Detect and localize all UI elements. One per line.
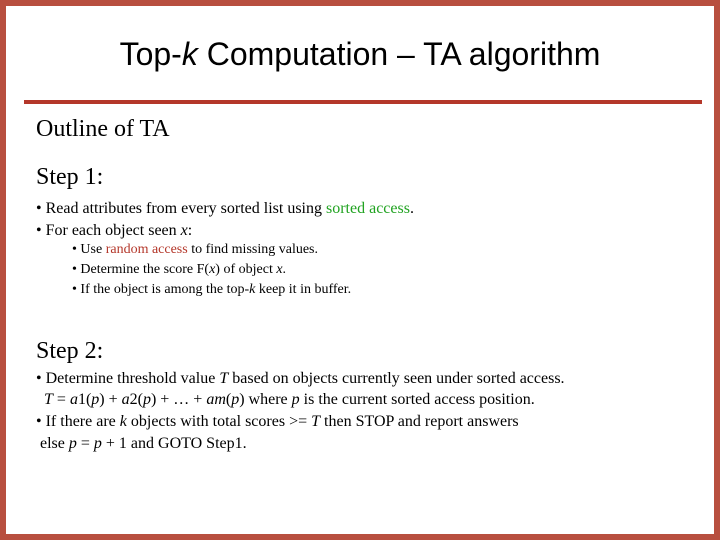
step1-sub-bullet-2: [72, 262, 286, 278]
var-a: a: [69, 391, 78, 408]
title-suffix: Computation – TA algorithm: [197, 36, 601, 72]
random-access-term: random access: [105, 242, 188, 257]
step1-sub-bullet-1: [72, 242, 318, 258]
outline-heading: Outline of TA: [36, 116, 170, 142]
var-x: x: [209, 262, 216, 277]
threshold-formula: [44, 391, 535, 409]
slide-title: [6, 34, 714, 74]
step1-bullet-1: [36, 200, 414, 218]
sub-bullet-3-text: • If the object is among the top-: [72, 282, 250, 297]
title-k: k: [181, 36, 198, 72]
else-text: else: [40, 435, 69, 452]
formula-part: =: [52, 391, 70, 408]
step2-bullet-1-text: • Determine threshold value: [36, 370, 220, 387]
formula-part: is the current sorted access position.: [299, 391, 535, 408]
step2-bullet-1-end: based on objects currently seen under sorted access.: [228, 370, 565, 387]
else-end: + 1 and GOTO Step1.: [101, 435, 247, 452]
var-am: am: [206, 391, 226, 408]
step1-heading: Step 1:: [36, 164, 104, 190]
else-clause: [40, 435, 247, 453]
sub-bullet-2-text: • Determine the score F(: [72, 262, 210, 277]
var-a: a: [121, 391, 130, 408]
step1-bullet-1-end: .: [409, 200, 414, 217]
var-k: k: [119, 413, 127, 430]
step2-bullet-1: [36, 370, 565, 388]
step2-bullet-2-text: • If there are: [36, 413, 120, 430]
sub-bullet-1-text: • Use: [72, 242, 106, 257]
var-x: x: [180, 222, 188, 239]
sorted-access-term: sorted access: [325, 200, 410, 217]
step1-bullet-2-text: • For each object seen: [36, 222, 181, 239]
var-p: p: [291, 391, 300, 408]
var-k: k: [249, 282, 256, 297]
var-p: p: [142, 391, 151, 408]
step2-bullet-2-end: then STOP and report answers: [320, 413, 519, 430]
step1-bullet-2-end: :: [187, 222, 193, 239]
sub-bullet-1-end: to find missing values.: [187, 242, 318, 257]
formula-part: 2(: [129, 391, 143, 408]
step1-bullet-1-text: • Read attributes from every sorted list using: [36, 200, 326, 217]
step2-heading: Step 2:: [36, 338, 104, 364]
var-T: T: [44, 391, 53, 408]
sub-bullet-2-mid: ) of object: [215, 262, 277, 277]
formula-part: 1(: [77, 391, 92, 408]
else-eq: =: [76, 435, 94, 452]
formula-part: ) + … +: [150, 391, 207, 408]
formula-part: ) +: [99, 391, 122, 408]
sub-bullet-2-end: .: [282, 262, 287, 277]
sub-bullet-3-end: keep it in buffer.: [255, 282, 352, 297]
title-prefix: Top-: [119, 36, 182, 72]
var-x: x: [276, 262, 283, 277]
step1-bullet-2: [36, 222, 192, 240]
var-T: T: [219, 370, 229, 387]
var-p: p: [68, 435, 77, 452]
step1-sub-bullet-3: [72, 282, 351, 298]
var-p: p: [93, 435, 102, 452]
step2-bullet-2-mid: objects with total scores >=: [126, 413, 312, 430]
title-divider: [24, 100, 702, 104]
formula-part: ) where: [239, 391, 292, 408]
var-p: p: [231, 391, 240, 408]
step2-bullet-2: [36, 413, 519, 431]
formula-part: (: [225, 391, 232, 408]
var-p: p: [91, 391, 100, 408]
var-T: T: [311, 413, 321, 430]
